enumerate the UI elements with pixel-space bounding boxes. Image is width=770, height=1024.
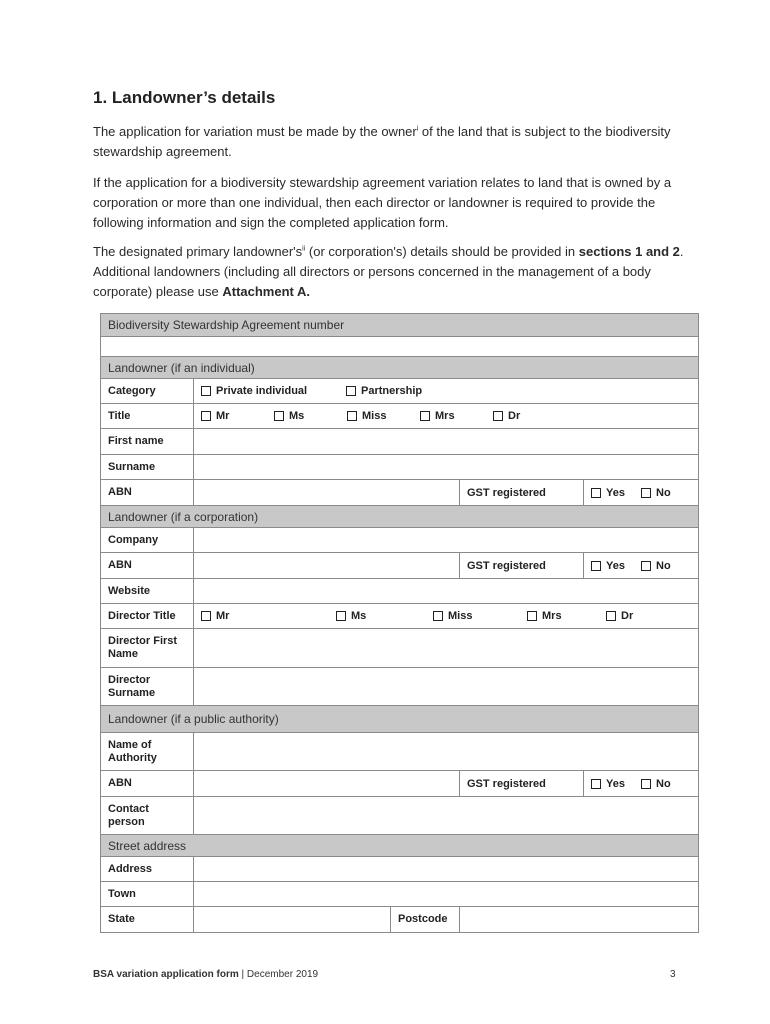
intro-paragraph-2: If the application for a biodiversity stewardship agreement variation relates to land that is owned by a corporation or more than one individual, then each director or landowner is required to provide the following information and sign the completed application form. [93,175,672,230]
checkbox-icon[interactable] [346,386,356,396]
checkbox-icon[interactable] [591,488,601,498]
individual-gst-options [584,480,699,506]
address-field[interactable] [194,857,699,882]
checkbox-icon[interactable] [274,411,284,421]
title-options [194,404,699,429]
corporation-gst-yes[interactable]: Yes [591,560,641,572]
p3-text-c: . Additional landowners (including all directors or persons concerned in the management of a body corporate) please use [93,244,684,299]
checkbox-icon[interactable] [201,411,211,421]
street-address-header: Street address [101,835,699,857]
footer-separator: | [238,969,247,980]
section-title: 1. Landowner’s details [93,88,276,107]
town-field[interactable] [194,882,699,907]
company-field[interactable] [194,528,699,553]
contact-person-label: Contact person [101,797,194,835]
first-name-label: First name [101,429,194,455]
authority-gst-yes[interactable]: Yes [591,778,641,790]
authority-gst-no[interactable]: No [641,778,671,790]
first-name-field[interactable] [194,429,699,455]
director-title-label: Director Title [101,604,194,629]
director-surname-field[interactable] [194,668,699,706]
corporation-gst-options [584,553,699,579]
footer-doc-name: BSA variation application form [93,969,239,980]
individual-gst-label: GST registered [460,480,584,506]
state-label: State [101,907,194,933]
authority-gst-options [584,771,699,797]
state-field[interactable] [194,907,391,933]
director-title-mrs[interactable]: Mrs [527,610,606,622]
authority-abn-field[interactable] [194,771,460,797]
p1-text-a: The application for variation must be made by the owner [93,124,417,139]
checkbox-icon[interactable] [493,411,503,421]
title-mr[interactable]: Mr [201,410,274,422]
intro-paragraph-1 [93,122,698,162]
director-surname-label: Director Surname [101,668,194,706]
public-authority-header: Landowner (if a public authority) [101,706,699,733]
corporation-gst-label: GST registered [460,553,584,579]
p3-sections-ref: sections 1 and 2 [578,244,680,259]
title-ms[interactable]: Ms [274,410,347,422]
director-first-name-label: Director First Name [101,629,194,668]
category-options [194,379,699,404]
title-mrs[interactable]: Mrs [420,410,493,422]
individual-gst-yes[interactable]: Yes [591,487,641,499]
individual-abn-field[interactable] [194,480,460,506]
footer-date: December 2019 [246,969,319,980]
website-field[interactable] [194,579,699,604]
page-number: 3 [670,969,676,980]
contact-person-field[interactable] [194,797,699,835]
checkbox-icon[interactable] [641,488,651,498]
authority-name-label: Name of Authority [101,733,194,771]
director-title-options [194,604,699,629]
checkbox-icon[interactable] [201,611,211,621]
endnote-ref-ii[interactable]: ii [302,245,306,253]
town-label: Town [101,882,194,907]
postcode-label: Postcode [391,907,460,933]
p3-text-a: The designated primary landowner's [93,244,303,259]
checkbox-icon[interactable] [591,779,601,789]
postcode-field[interactable] [460,907,699,933]
p3-attachment-ref: Attachment A. [222,284,310,299]
corporation-abn-field[interactable] [194,553,460,579]
intro-paragraph-3 [93,242,698,302]
checkbox-icon[interactable] [201,386,211,396]
checkbox-icon[interactable] [591,561,601,571]
checkbox-icon[interactable] [641,779,651,789]
surname-field[interactable] [194,455,699,480]
checkbox-icon[interactable] [347,411,357,421]
corporation-abn-label: ABN [101,553,194,579]
checkbox-icon[interactable] [527,611,537,621]
individual-abn-label: ABN [101,480,194,506]
director-title-mr[interactable]: Mr [201,610,336,622]
individual-header: Landowner (if an individual) [101,357,699,379]
landowner-form-table [100,313,699,933]
category-private-individual[interactable]: Private individual [201,385,346,397]
category-label: Category [101,379,194,404]
checkbox-icon[interactable] [420,411,430,421]
corporation-header: Landowner (if a corporation) [101,506,699,528]
company-label: Company [101,528,194,553]
checkbox-icon[interactable] [336,611,346,621]
authority-abn-label: ABN [101,771,194,797]
endnote-ref-i[interactable]: i [416,125,419,133]
checkbox-icon[interactable] [606,611,616,621]
website-label: Website [101,579,194,604]
authority-name-field[interactable] [194,733,699,771]
surname-label: Surname [101,455,194,480]
individual-gst-no[interactable]: No [641,487,671,499]
title-miss[interactable]: Miss [347,410,420,422]
director-title-dr[interactable]: Dr [606,610,633,622]
director-first-name-field[interactable] [194,629,699,668]
p1-text-b: of the land that is subject to the biodiversity stewardship agreement. [93,124,671,159]
bsa-number-header: Biodiversity Stewardship Agreement number [101,314,699,337]
director-title-ms[interactable]: Ms [336,610,433,622]
checkbox-icon[interactable] [433,611,443,621]
director-title-miss[interactable]: Miss [433,610,527,622]
p3-text-b: (or corporation's) details should be provided in [305,244,579,259]
corporation-gst-no[interactable]: No [641,560,671,572]
bsa-number-field[interactable] [101,337,699,357]
title-dr[interactable]: Dr [493,410,520,422]
address-label: Address [101,857,194,882]
footer-doc-info [93,969,318,980]
title-label: Title [101,404,194,429]
category-partnership[interactable]: Partnership [346,385,422,397]
checkbox-icon[interactable] [641,561,651,571]
authority-gst-label: GST registered [460,771,584,797]
